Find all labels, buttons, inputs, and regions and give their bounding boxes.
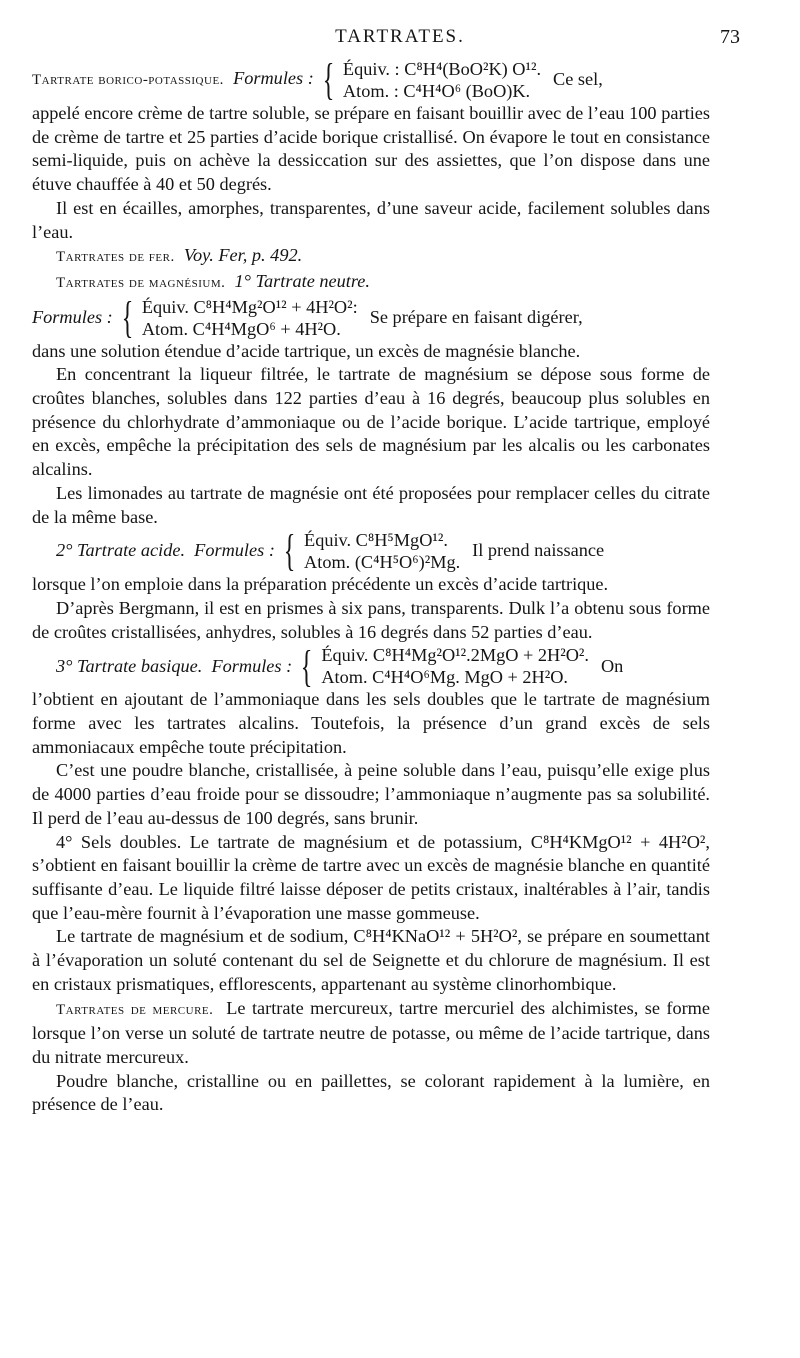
page-number: 73 (720, 26, 740, 48)
paragraph: C’est une poudre blanche, cristallisée, à peine soluble dans l’eau, puisqu’elle exige plus de 4000 parties d’eau froide pour se dissoudre; l’ammoniaque n’augmente pas sa solubilité. Il perd de l’eau au-dessus de 100 degrés, sans brunir. (32, 760, 710, 828)
paragraph: lorsque l’on emploie dans la préparation précédente un excès d’acide tartrique. (32, 574, 609, 595)
cross-reference: Voy. Fer, p. 492. (183, 245, 303, 266)
paragraph: Les limonades au tartrate de magnésie ont été proposées pour remplacer celles du citrate de la même base. (32, 482, 710, 527)
section-heading-magnesium: Tartrates de magnésium. (56, 274, 226, 291)
brace-icon: { (121, 292, 134, 342)
paragraph: Il est en écailles, amorphes, transparentes, d’une saveur acide, facilement solubles dans l’eau. (32, 197, 710, 242)
formula-atom: Atom. C⁴H⁴MgO⁶ + 4H²O. (141, 318, 341, 339)
mercure-line (32, 997, 710, 1070)
formula-equiv: Équiv. C⁸H⁴Mg²O¹².2MgO + 2H²O². (321, 645, 589, 666)
subheading: 2° Tartrate acide. (56, 540, 186, 561)
paragraph: appelé encore crème de tartre soluble, se prépare en faisant bouillir avec de l’eau 100 parties de crème de tartre et 25 parties d’acide borique cristallisé. On évapore le tout en consistance semi-liquide, puis on achève la dessiccation sur des assiettes, que l’on dispose dans une étuve chauffée à 40 et 50 degrés. (32, 103, 710, 195)
text-fragment: On (600, 655, 624, 676)
subheading: 3° Tartrate basique. (56, 655, 203, 676)
section-heading-mercure: Tartrates de mercure. (56, 1001, 214, 1018)
formules-label: Formules : (194, 540, 275, 561)
acide-formula-row (32, 526, 710, 576)
paragraph: l’obtient en ajoutant de l’ammoniaque dans les sels doubles que le tartrate de magnésium forme avec les tartrates alcalins. Toutefois, la présence d’un grand excès de sels ammoniacaux empêche toute précipitation. (32, 689, 710, 757)
paragraph: En concentrant la liqueur filtrée, le tartrate de magnésium se dépose sous forme de croûtes blanches, solubles dans 122 parties d’eau à 16 degrés, beaucoup plus solubles en présence du chlorhydrate d’ammoniaque ou de l’acide borique. L’acide tartrique, employé en excès, empêche la précipitation des sels de magnésium par les alcalis ou les carbonates alcalins. (32, 364, 710, 480)
section-heading-boric: Tartrate borico-potassique. (32, 72, 224, 89)
magnesium-heading-line (32, 270, 710, 296)
paragraph: 4° Sels doubles. Le tartrate de magnésium et de potassium, C⁸H⁴KMgO¹² + 4H²O², s’obtient en faisant bouillir la crème de tartre avec un excès de magnésie blanche en quantité suffisante d’eau. Le liquide filtré laisse déposer de petits cristaux, inaltérables à l’air, tandis que l’eau-mère fournit à l’évaporation une masse gommeuse. (32, 831, 710, 923)
paragraph: Le tartrate de magnésium et de sodium, C⁸H⁴KNaO¹² + 5H²O², se prépare en soumettant à l’évaporation un soluté contenant du sel de Seignette et du chlorure de magnésium. Il est en cristaux prismatiques, efflorescents, appartenant au système clinorhombique. (32, 926, 710, 994)
paragraph: D’après Bergmann, il est en prismes à six pans, transparents. Dulk l’a obtenu sous forme de croûtes cristallisées, anhydres, solubles à 16 degrés dans 52 parties d’eau. (32, 597, 710, 642)
text-fragment: Se prépare en faisant digérer, (369, 306, 583, 327)
formula-atom: Atom. C⁴H⁴O⁶Mg. MgO + 2H²O. (321, 667, 568, 688)
formula-atom: Atom. : C⁴H⁴O⁶ (BoO)K. (342, 81, 531, 101)
text-fragment: Ce sel, (553, 69, 603, 90)
running-header: TARTRATES. (335, 26, 465, 47)
formules-label: Formules : (32, 306, 113, 327)
fer-line (32, 244, 710, 270)
formula-equiv: Équiv. C⁸H⁵MgO¹². (304, 530, 448, 551)
paragraph: Le tartrate mercureux, tartre mercuriel des alchimistes, se forme lorsque l’on verse un soluté de tartrate neutre de potasse, ou même de l’acide tartrique, dans du nitrate mercureux. (32, 997, 711, 1067)
text-fragment: Il prend naissance (472, 540, 605, 561)
formula-equiv: Équiv. : C⁸H⁴(BoO²K) O¹². (342, 59, 542, 79)
formula-equiv: Équiv. C⁸H⁴Mg²O¹² + 4H²O²: (141, 296, 358, 317)
brace-icon: { (283, 526, 296, 576)
brace-icon: { (300, 641, 313, 691)
boric-formula-row (32, 55, 710, 105)
paragraph: dans une solution étendue d’acide tartrique, un excès de magnésie blanche. (32, 340, 581, 361)
formula-atom: Atom. (C⁴H⁵O⁶)²Mg. (304, 552, 461, 573)
page-body (32, 55, 711, 1117)
formules-label: Formules : (211, 655, 293, 676)
basique-formula-row (32, 641, 710, 691)
subheading: 1° Tartrate neutre. (234, 270, 370, 291)
paragraph: Poudre blanche, cristalline ou en paillettes, se colorant rapidement à la lumière, en présence de l’eau. (32, 1070, 710, 1115)
section-heading-fer: Tartrates de fer. (56, 249, 175, 266)
brace-icon: { (322, 55, 335, 105)
neutre-formula-row (32, 292, 710, 342)
formules-label: Formules : (233, 68, 314, 89)
